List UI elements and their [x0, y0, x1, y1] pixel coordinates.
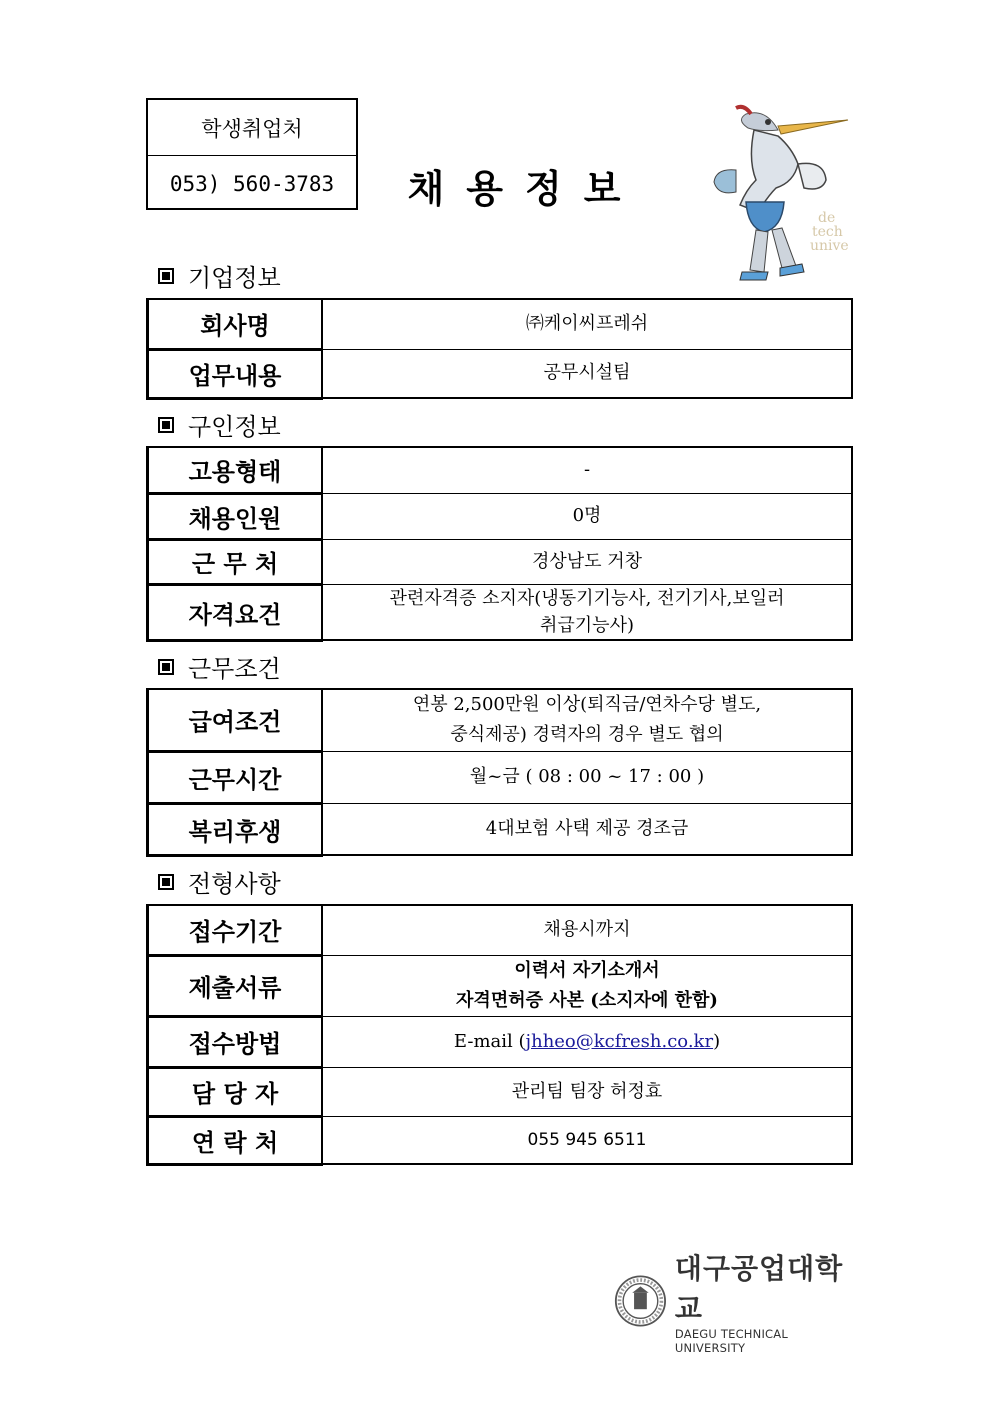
required-documents	[322, 955, 852, 1016]
university-name-korean: 대구공업대학교	[674, 1252, 844, 1325]
university-seal-icon	[614, 1272, 667, 1330]
job-description: 공무시설팀	[322, 349, 852, 398]
contact-phone: 053) 560-3783	[169, 171, 335, 196]
row-label: 복리후생	[148, 803, 323, 855]
application-period: 채용시까지	[322, 905, 852, 955]
qualifications-line-2: 취급기능사)	[540, 614, 634, 636]
row-label: 업무내용	[148, 349, 323, 398]
section-title-company: 기업정보	[158, 258, 281, 293]
selection-table	[146, 904, 853, 1166]
table-row	[148, 803, 853, 855]
salary	[322, 689, 852, 751]
qualifications-line-1: 관련자격증 소지자(냉동기기능사, 전기기사,보일러	[389, 587, 785, 609]
filled-square-icon	[158, 659, 174, 675]
conditions-table	[146, 688, 853, 857]
section-title-conditions: 근무조건	[158, 649, 281, 684]
table-row	[148, 905, 853, 955]
filled-square-icon	[158, 874, 174, 890]
email-prefix: E-mail (	[453, 1030, 526, 1052]
table-row	[148, 493, 853, 539]
company-table	[146, 298, 853, 400]
svg-text:de: de	[818, 210, 836, 226]
table-row	[148, 1016, 853, 1067]
table-row	[148, 349, 853, 398]
row-label: 접수방법	[148, 1016, 323, 1067]
employment-type: -	[322, 447, 852, 493]
salary-line-1: 연봉 2,500만원 이상(퇴직금/연차수당 별도,	[412, 694, 762, 716]
filled-square-icon	[158, 268, 174, 284]
row-label: 접수기간	[148, 905, 323, 955]
table-row	[148, 689, 853, 751]
salary-line-2: 중식제공) 경력자의 경우 별도 협의	[450, 724, 724, 746]
filled-square-icon	[158, 417, 174, 433]
page-title: 채용정보	[407, 167, 643, 211]
email-link[interactable]: jhheo@kcfresh.co.kr	[525, 1030, 714, 1052]
benefits: 4대보험 사택 제공 경조금	[322, 803, 852, 855]
work-location: 경상남도 거창	[322, 539, 852, 584]
table-row	[148, 539, 853, 584]
section-title-selection: 전형사항	[158, 864, 281, 899]
row-label: 급여조건	[148, 689, 323, 751]
row-label: 근 무 처	[148, 539, 323, 584]
application-method	[322, 1016, 852, 1067]
row-label: 채용인원	[148, 493, 323, 539]
row-label: 고용형태	[148, 447, 323, 493]
documents-line-2: 자격면허증 사본 (소지자에 한함)	[456, 989, 718, 1011]
qualifications	[322, 584, 852, 640]
table-row	[148, 751, 853, 803]
row-label: 연 락 처	[148, 1116, 323, 1164]
table-row	[148, 955, 853, 1016]
crane-mascot-icon	[706, 100, 856, 290]
row-label: 근무시간	[148, 751, 323, 803]
documents-line-1: 이력서 자기소개서	[514, 959, 660, 981]
university-name-english: DAEGU TECHNICAL UNIVERSITY	[674, 1327, 788, 1355]
row-label: 담 당 자	[148, 1067, 323, 1116]
svg-text:unive: unive	[810, 238, 849, 254]
row-label: 회사명	[148, 299, 323, 349]
table-row	[148, 1116, 853, 1164]
svg-text:tech: tech	[812, 224, 843, 240]
contact-person: 관리팀 팀장 허정효	[322, 1067, 852, 1116]
table-row	[148, 299, 853, 349]
email-suffix: )	[713, 1030, 721, 1052]
company-name: ㈜케이씨프레쉬	[322, 299, 852, 349]
table-row	[148, 584, 853, 640]
contact-number: 055 945 6511	[322, 1116, 852, 1164]
row-label: 제출서류	[148, 955, 323, 1016]
headcount: 0명	[322, 493, 852, 539]
table-row	[148, 447, 853, 493]
row-label: 자격요건	[148, 584, 323, 640]
recruit-table	[146, 446, 853, 642]
section-title-recruit: 구인정보	[158, 407, 281, 442]
work-hours: 월~금 ( 08 : 00 ~ 17 : 00 )	[322, 751, 852, 803]
university-logo	[614, 1252, 854, 1355]
contact-box	[146, 98, 358, 210]
table-row	[148, 1067, 853, 1116]
contact-label: 학생취업처	[148, 100, 356, 156]
